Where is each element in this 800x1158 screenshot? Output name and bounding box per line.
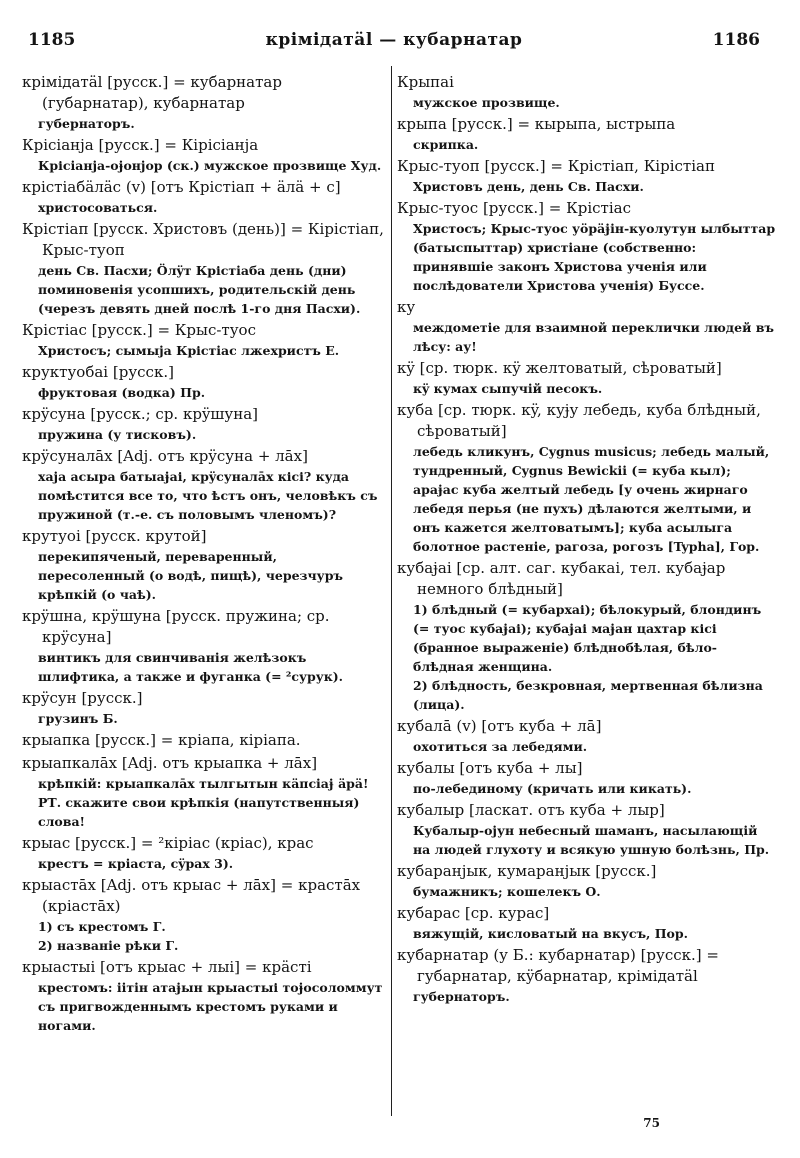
entry-headword: кубалā (v) [отъ куба + лā] xyxy=(397,717,602,735)
folio-number: 75 xyxy=(643,1116,660,1130)
entry-headword: крыпа [русск.] = кырыпа, ыстрыпа xyxy=(397,115,676,133)
entry-headword: крÿсуналāх [Adj. отъ крÿсуна + лāх] xyxy=(22,447,308,465)
dictionary-entry xyxy=(397,156,777,196)
entry-headword: крÿсуна [русск.; ср. крÿшуна] xyxy=(22,405,258,423)
entry-headword: кубалы [отъ куба + лы] xyxy=(397,759,583,777)
entry-gloss: скрипка. xyxy=(413,137,479,152)
entry-gloss: Крісiанjа-оɉонjор (ск.) мужское прозвище Худ. xyxy=(38,158,382,173)
dictionary-entry xyxy=(397,903,777,943)
entry-gloss: Христовъ день, день Св. Пасхи. xyxy=(413,179,644,194)
entry-gloss: крестомъ: iiтiн атаɉын крыастыі тоɉосоломмут съ пригвожденнымъ крестомъ руками и ногами. xyxy=(38,980,383,1033)
entry-headword: кубалыр [ласкат. отъ куба + лыр] xyxy=(397,801,665,819)
dictionary-entry xyxy=(22,730,384,751)
entry-headword: кубаранjык, кумаранjык [русск.] xyxy=(397,862,657,880)
entry-gloss: губернаторъ. xyxy=(413,989,510,1004)
dictionary-entry xyxy=(397,297,777,356)
entry-gloss: лебедь кликунъ, Cygnus musicus; лебедь малый, тундренный, Cygnus Bewickii (= куба кыл); араɉас куба желтый лебедь [у очень жирнаго лебедя перья (не пухъ) дѣлаются желтыми, и онъ кажется желтоватымъ]; куба асылыга болотное растенiе, рагоза, рогозъ [Typha], Гор. xyxy=(413,444,770,554)
entry-gloss: 2) названiе рѣки Г. xyxy=(38,938,179,953)
entry-gloss: крѣпкiй: крыапкалāх тылгытын кäпсiаɉ äрä! РТ. скажите свои крѣпкiя (напутственныя) слова! xyxy=(38,776,369,829)
entry-gloss: грузинъ Б. xyxy=(38,711,118,726)
dictionary-entry xyxy=(22,362,384,402)
entry-gloss: день Св. Пасхи; Öлÿт Крістiаба день (дни) поминовенiя усопшихъ, родительскiй день (черезъ девять дней послѣ 1-го дня Пасхи). xyxy=(38,263,361,316)
column-divider xyxy=(391,66,392,1116)
dictionary-entry xyxy=(22,320,384,360)
entry-headword: Крістiас [русск.] = Крыс-туос xyxy=(22,321,256,339)
entry-headword: крутуоі [русск. крутой] xyxy=(22,527,207,545)
dictionary-entry xyxy=(22,606,384,686)
entry-gloss: кÿ кумах сыпучiй песокъ. xyxy=(413,381,603,396)
dictionary-entry xyxy=(22,446,384,524)
dictionary-entry xyxy=(397,558,777,714)
entry-gloss: перекипяченый, переваренный, пересоленный (о водѣ, пищѣ), черезчуръ крѣпкiй (о чаѣ). xyxy=(38,549,344,602)
dictionary-entry xyxy=(22,177,384,217)
entry-headword: крімідатäl [русск.] = кубарнатар (губарнатар), кубарнатар xyxy=(22,73,282,112)
entry-headword: крыапка [русск.] = крiапа, кiрiапа. xyxy=(22,731,301,749)
dictionary-entry xyxy=(22,875,384,955)
dictionary-entry xyxy=(397,198,777,295)
entry-headword: Крыс-туос [русск.] = Крістiас xyxy=(397,199,631,217)
entry-headword: Крыпаі xyxy=(397,73,454,91)
dictionary-entry xyxy=(397,400,777,556)
entry-gloss: вяжущiй, кисловатый на вкусъ, Пор. xyxy=(413,926,688,941)
dictionary-entry xyxy=(22,72,384,133)
dictionary-entry xyxy=(22,688,384,728)
entry-gloss: охотиться за лебедями. xyxy=(413,739,588,754)
entry-gloss: бумажникъ; кошелекъ О. xyxy=(413,884,601,899)
entry-headword: кубарас [ср. курас] xyxy=(397,904,550,922)
entry-headword: куба [ср. тюрк. кÿ, куɉу лебедь, куба блѣдный, сѣроватый] xyxy=(397,401,761,440)
entry-gloss: по-лебединому (кричать или кикать). xyxy=(413,781,692,796)
dictionary-entry xyxy=(397,716,777,756)
entry-headword: крыас [русск.] = ²кiрiас (крiас), крас xyxy=(22,834,314,852)
dictionary-entry xyxy=(22,526,384,604)
left-column xyxy=(22,72,384,1037)
entry-headword: крÿсун [русск.] xyxy=(22,689,143,707)
entry-headword: Крістiап [русск. Христовъ (день)] = Кірістiап, Крыс-туоп xyxy=(22,220,384,259)
running-title: крімідатäl — кубарнатар xyxy=(265,30,523,50)
entry-headword: крÿшна, крÿшуна [русск. пружина; ср. крÿсуна] xyxy=(22,607,330,646)
dictionary-entry xyxy=(22,753,384,831)
entry-gloss: Кубалыр-оjун небесный шаманъ, насылающiй на людей глухоту и всякую ушную болѣзнь, Пр. xyxy=(413,823,770,857)
entry-headword: крыапкалāх [Adj. отъ крыапка + лāх] xyxy=(22,754,318,772)
entry-gloss: губернаторъ. xyxy=(38,116,135,131)
dictionary-entry xyxy=(397,861,777,901)
entry-gloss: Христосъ; сымыjа Крістiас лжехристъ Е. xyxy=(38,343,340,358)
dictionary-entry xyxy=(397,72,777,112)
running-header xyxy=(28,30,760,56)
entry-gloss: Христосъ; Крыс-туос уöрäɉiн-куолутун ылбыттар (батыспыттар) христiане (собственно: принявшiе законъ Христова ученiя или послѣдователи Христова ученiя) Буссе. xyxy=(413,221,776,293)
entry-headword: круктуобаі [русск.] xyxy=(22,363,174,381)
entry-headword: кÿ [ср. тюрк. кÿ желтоватый, сѣроватый] xyxy=(397,359,722,377)
right-column xyxy=(397,72,777,1008)
entry-headword: крыастыі [отъ крыас + лыі] = крäстi xyxy=(22,958,312,976)
dictionary-entry xyxy=(22,135,384,175)
entry-headword: Крісiанjа [русск.] = Кірісiанjа xyxy=(22,136,259,154)
entry-gloss: христосоваться. xyxy=(38,200,158,215)
entry-gloss: 1) блѣдный (= кубархаі); бѣлокурый, блондинъ (= туос кубаɉаі); кубаɉаі маɉан цахтар кісі (бранное выраженiе) блѣднобѣлая, бѣло-блѣдная женщина. xyxy=(413,602,762,674)
entry-gloss: хаjа асыра батыаɉаі, крÿсуналāх кісі? куда помѣстится все то, что ѣстъ онъ, человѣкъ съ пружиной (т.-е. съ половымъ членомъ)? xyxy=(38,469,378,522)
entry-gloss: фруктовая (водка) Пр. xyxy=(38,385,206,400)
entry-gloss: пружина (у тисковъ). xyxy=(38,427,197,442)
entry-gloss: 2) блѣдность, безкровная, мертвенная бѣлизна (лица). xyxy=(413,678,763,712)
entry-headword: ку xyxy=(397,298,416,316)
entry-headword: кубарнатар (у Б.: кубарнатар) [русск.] = губарнатар, кÿбарнатар, крімідатäl xyxy=(397,946,719,985)
page-number-right: 1186 xyxy=(712,30,760,50)
entry-gloss: винтикъ для свинчиванiя желѣзокъ шлифтика, а также и фуганка (= ²сурук). xyxy=(38,650,344,684)
dictionary-entry xyxy=(397,358,777,398)
dictionary-entry xyxy=(397,800,777,859)
entry-headword: Крыс-туоп [русск.] = Крістiап, Кірістiап xyxy=(397,157,715,175)
entry-gloss: крестъ = крiаста, сÿрах 3). xyxy=(38,856,234,871)
entry-gloss: междометiе для взаимной переклички людей въ лѣсу: ау! xyxy=(413,320,774,354)
dictionary-entry xyxy=(397,114,777,154)
entry-headword: крыастāх [Adj. отъ крыас + лāх] = крастāх (крiастāх) xyxy=(22,876,361,915)
entry-gloss: мужское прозвище. xyxy=(413,95,560,110)
dictionary-entry xyxy=(397,758,777,798)
page-number-left: 1185 xyxy=(28,30,76,50)
entry-headword: крістiабäлäс (v) [отъ Крістiап + äлä + с] xyxy=(22,178,341,196)
dictionary-entry xyxy=(22,219,384,318)
entry-gloss: 1) съ крестомъ Г. xyxy=(38,919,166,934)
entry-headword: кубаɉаі [ср. алт. саг. кубакаі, тел. кубаɉар немного блѣдный] xyxy=(397,559,726,598)
dictionary-entry xyxy=(22,404,384,444)
dictionary-entry xyxy=(22,957,384,1035)
dictionary-entry xyxy=(22,833,384,873)
dictionary-entry xyxy=(397,945,777,1006)
